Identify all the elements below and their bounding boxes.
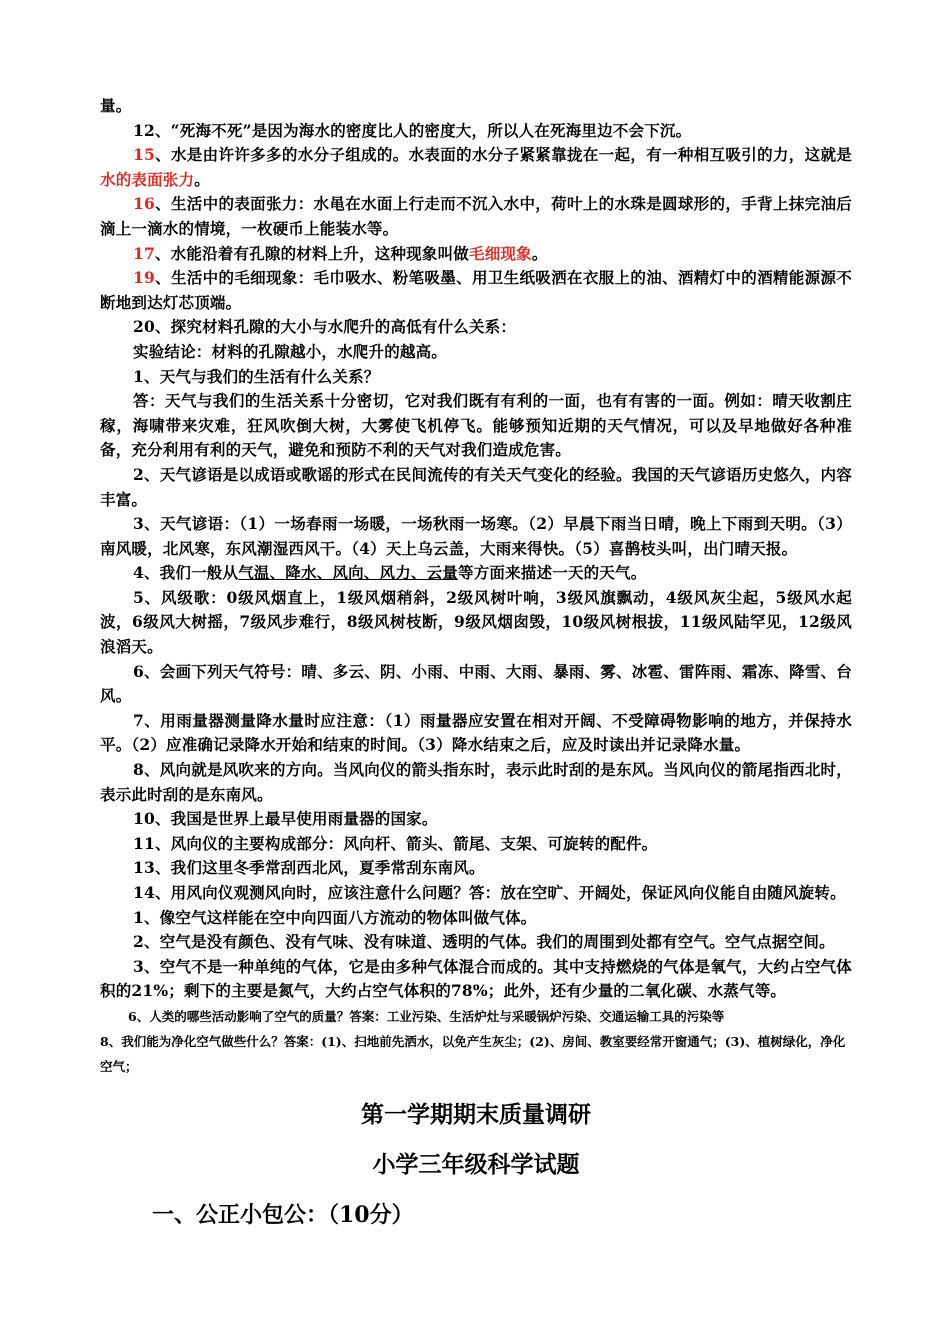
item-15-end: 。 [194, 169, 210, 189]
item-20-conclusion: 实验结论：材料的孔隙越小，水爬升的越高。 [133, 341, 448, 361]
item-19-number: 19 [133, 268, 155, 288]
item-15-term: 水的表面张力 [100, 169, 195, 189]
item-17 [100, 242, 852, 267]
weather-item-14: 14、用风向仪观测风向时，应该注意什么问题？答：放在空旷、开阔处，保证风向仪能自由随风旋转。 [133, 883, 846, 902]
weather-item-10: 10、我国是世界上最早使用雨量器的国家。 [133, 809, 438, 829]
weather-item-4-underlined: 气温、降水、风向、风力、云量 [238, 563, 458, 583]
air-item-1: 1、像空气这样能在空中向四面八方流动的物体叫做气体。 [133, 907, 537, 927]
exam-subtitle: 小学三年级科学试题 [372, 1150, 580, 1178]
item-17-term: 毛细现象 [469, 243, 532, 263]
air-item-2: 2、空气是没有颜色、没有气味、没有味道、透明的气体。我们的周围到处都有空气。空气点据空间。 [133, 932, 835, 952]
item-19 [100, 266, 852, 315]
item-16-number: 16 [133, 194, 155, 214]
item-17-end: 。 [531, 243, 548, 263]
weather-item-4-pre: 4、我们一般从 [133, 563, 239, 583]
weather-item-4-post: 等方面来描述一天的天气。 [458, 563, 647, 583]
weather-item-2: 2、天气谚语是以成语或歌谣的形式在民间流传的有关天气变化的经验。我国的天气谚语历史悠久，内容丰富。 [100, 464, 852, 509]
exam-title: 第一学期期末质量调研 [361, 1100, 591, 1128]
item-16 [100, 192, 852, 241]
section-heading: 一、公正小包公：（10分） [152, 1201, 414, 1228]
item-20: 20、探究材料孔隙的大小与水爬升的高低有什么关系： [133, 317, 517, 337]
air-item-8: 8、我们能为净化空气做些什么？答案：(1)、扫地前先洒水，以免产生灰尘；(2)、房间、教室要经常开窗通气；(3)、植树绿化，净化空气； [100, 1033, 846, 1074]
air-item-3: 3、空气不是一种单纯的气体，它是由多种气体混合而成的。其中支持燃烧的气体是氧气，大约占空气体积的21%；剩下的主要是氮气，大约占空气体积的78%；此外，还有少量的二氧化碳、水蒸气等。 [100, 956, 852, 1001]
weather-item-13: 13、我们这里冬季常刮西北风，夏季常刮东南风。 [133, 858, 485, 878]
weather-item-1: 1、天气与我们的生活有什么关系？ [133, 366, 380, 386]
weather-item-6: 6、会画下列天气符号：晴、多云、阴、小雨、中雨、大雨、暴雨、雾、冰雹、雷阵雨、霜冻、降雪、台风。 [100, 661, 852, 706]
weather-item-8: 8、风向就是风吹来的方向。当风向仪的箭头指东时，表示此时刮的是东风。当风向仪的箭尾指西北时，表示此时刮的是东南风。 [100, 760, 852, 804]
line-continuation: 量。 [100, 96, 132, 115]
weather-item-4 [100, 561, 852, 586]
item-12: 12、“死海不死”是因为海水的密度比人的密度大，所以人在死海里边不会下沉。 [133, 120, 692, 140]
weather-item-3: 3、天气谚语：（1）一场春雨一场暖，一场秋雨一场寒。（2）早晨下雨当日晴，晚上下雨到天明。（3）南风暖，北风寒，东风潮湿西风干。（4）天上乌云盖，大雨来得快。（5）喜鹊枝头叫，出门晴天报。 [100, 514, 852, 558]
air-item-6: 6、人类的哪些活动影响了空气的质量？答案：工业污染、生活炉灶与采暖锅炉污染、交通运输工具的污染等 [128, 1008, 725, 1024]
weather-item-5: 5、风级歌：0级风烟直上，1级风烟稍斜，2级风树叶响，3级风旗飘动，4级风灰尘起，5级风水起波，6级风大树摇，7级风步难行，8级风树枝断，9级风烟囱毁，10级风树根拔，11级风陆罕见，12级风浪滔天。 [100, 587, 852, 657]
weather-item-1-answer: 答：天气与我们的生活关系十分密切，它对我们既有有利的一面，也有有害的一面。例如：晴天收割庄稼，海啸带来灾难，狂风吹倒大树，大雾使飞机停飞。能够预知近期的天气情况，可以及早地做好各种准备，充分利用有利的天气，避免和预防不利的天气对我们造成危害。 [100, 391, 852, 460]
weather-item-11: 11、风向仪的主要构成部分：风向杆、箭头、箭尾、支架、可旋转的配件。 [133, 833, 658, 853]
document-body [100, 94, 852, 1229]
item-16-text: 、生活中的表面张力：水黾在水面上行走而不沉入水中，荷叶上的水珠是圆球形的，手背上抹完油后滴上一滴水的情境，一枚硬币上能装水等。 [100, 194, 852, 238]
item-15 [100, 143, 852, 192]
item-15-text: 、水是由许许多多的水分子组成的。水表面的水分子紧紧靠拢在一起，有一种相互吸引的力，这就是 [154, 145, 852, 165]
item-17-text: 、水能沿着有孔隙的材料上升，这种现象叫做 [154, 243, 469, 263]
item-17-number: 17 [133, 243, 155, 263]
item-19-text: 、生活中的毛细现象：毛巾吸水、粉笔吸墨、用卫生纸吸洒在衣服上的油、酒精灯中的酒精能源源不断地到达灯芯顶端。 [100, 268, 852, 312]
weather-item-7: 7、用雨量器测量降水量时应注意：（1）雨量器应安置在相对开阔、不受障碍物影响的地方，并保持水平。（2）应准确记录降水开始和结束的时间。（3）降水结束之后，应及时读出并记录降水量。 [100, 710, 852, 755]
item-15-number: 15 [133, 145, 155, 165]
